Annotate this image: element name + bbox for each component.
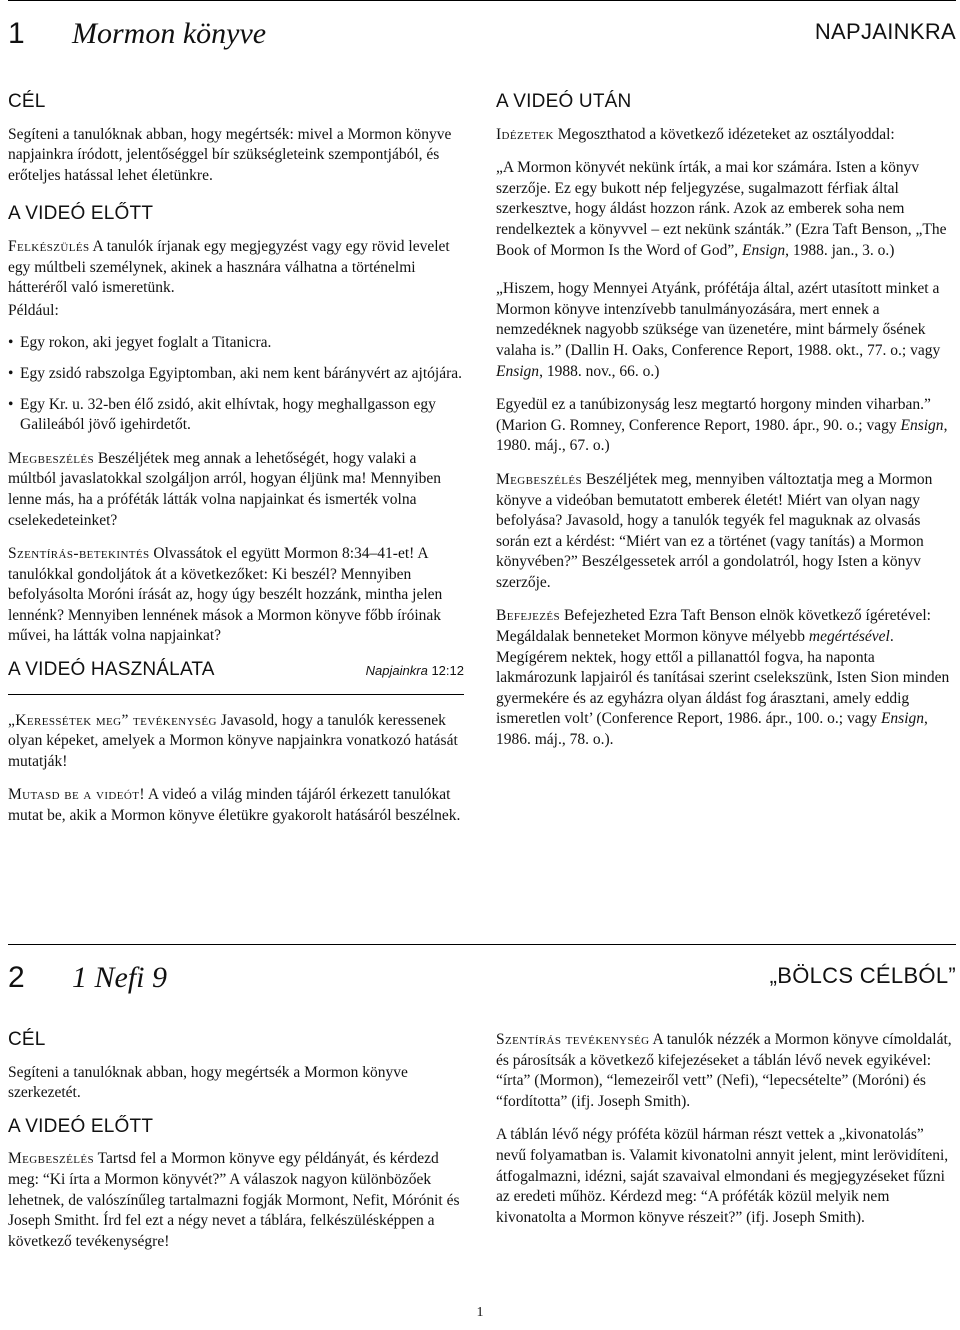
list-item: • Egy zsidó rabszolga Egyiptomban, aki nem kent bárányvért az ajtójára. [8,364,464,385]
example-label: Például: [8,301,59,319]
list-item: • Egy Kr. u. 32-ben élő zsidó, akit elhívtak, hogy meghallgasson egy Galileából jövő igehirdetőt. [8,395,464,436]
quote-1 [496,158,954,261]
quote-3-citation: , 1980. máj., 67. o.) [496,416,948,455]
video-reference [366,661,464,682]
search-activity-lead: „Keressétek meg” tevékenység [8,711,217,729]
video-duration: 12:12 [431,663,464,679]
cel-heading: CÉL [8,91,46,112]
section-2-header [8,944,956,995]
search-activity-paragraph [8,711,464,773]
conclusion-lead: Befejezés [496,607,561,625]
example-list [8,333,464,435]
section-2-right-column [496,1030,954,1241]
discussion-lead: Megbeszélés [8,1150,95,1168]
scripture-insight-paragraph [8,544,464,647]
quote-1-citation: , 1988. jan., 3. o.) [785,241,895,259]
scripture-activity-text: A tanulók nézzék a Mormon könyve címoldalát, és párosítsák a következő kifejezéseket a táblán lévő nevek egyikével: “írta” (Mormon), “lemezeiről vett” (Nefi), “lepecsételte” (Moróni) és “fordította” (ifj. Joseph Smith). [496,1031,952,1110]
before-video-heading: A VIDEÓ ELŐTT [8,1115,154,1137]
scripture-activity-paragraph [496,1030,954,1112]
section-theme: NAPJAINKRA [814,19,956,45]
section-1-right-column [496,92,954,764]
section-number: 2 [8,961,25,995]
section-number: 1 [8,17,25,51]
before-video-heading: A VIDEÓ ELŐTT [8,203,154,225]
discussion-text: Beszéljétek meg, mennyiben változtatja meg a Mormon könyve a videóban bemutatott emberek életét! Miért van olyan nagy befolyása? Javasold, hogy a tanulók tegyék fel maguknak az olvasás során ezt a kérdést: “Miért van ez a történet (vagy tanítás) a Mormon könyvében?” Beszélgessetek arról a gondolatról, hogy Isten a könyv szerzője. [496,470,933,591]
preparation-paragraph [8,237,464,299]
discussion-text: Tartsd fel a Mormon könyve egy példányát, és kérdezd meg: “Ki írta a Mormon könyvét?” A válaszok nagyon különbözőek lehetnek, de valószínűleg tartalmazni fogják Mormont, Nefit, Mórónit és Joseph Smitht. Írd fel ezt a négy nevet a táblára, felkészülésképpen a következő tevékenységre! [8,1150,460,1250]
discussion-paragraph [8,1149,464,1252]
abridgment-paragraph: A táblán lévő négy próféta közül hárman részt vettek a „kivonatolás” nevű folyamatban is. Valamit kivonatolni annyit jelent, mint lerövidíteni, átfogalmazni, idézni, saját szavaival elmondani és megjegyzéseket fűzni az eredeti műhöz. Kérdezd meg: “A próféták közül melyik nem kivonatolta a Mormon könyve részeit?” (ifj. Joseph Smith). [496,1126,949,1226]
preparation-text: A tanulók írjanak egy megjegyzést vagy egy rövid levelet egy múltbeli személynek, akinek a hasznára válhatna a történelmi hátteréről való ismeretünk. [8,237,450,297]
quotes-intro-paragraph [496,125,954,146]
quotes-intro-text: Megoszthatod a következő idézeteket az osztályoddal: [553,125,895,143]
discussion-paragraph [496,470,954,594]
quote-1-source: Ensign [742,241,786,259]
using-video-heading: A VIDEÓ HASZNÁLATA [8,659,215,681]
discussion-lead: Megbeszélés [496,470,583,488]
quote-2 [496,279,954,382]
search-activity-text: Javasold, hogy a tanulók keressenek olyan képeket, amelyek a Mormon könyve napjainkra vonatkozó hatását mutatják! [8,711,458,770]
conclusion-source: Ensign [880,710,925,728]
cel-text: Segíteni a tanulóknak abban, hogy megértsék: mivel a Mormon könyve napjainkra íródott, jelentőséggel bír szükségleteink szempontjából, és erőteljes hatással lehet életünkre. [8,125,452,184]
video-name: Napjainkra [365,663,428,679]
quote-3-text: Egyedül ez a tanúbizonyság lesz megtartó horgony minden viharban.” (Marion G. Romney, Conference Report, 1980. ápr., 90. o.; vagy [496,396,931,434]
quotes-lead: Idézetek [496,125,554,143]
quote-3-source: Ensign [900,416,944,434]
page-number: 1 [476,1305,484,1320]
conclusion-emphasis: megértésével [808,628,890,646]
conclusion-text: Befejezheted Ezra Taft Benson elnök következő ígéretével: Megáldalak benneteket Mormon könyve mélyebb [496,607,931,646]
section-1-left-column [8,92,464,840]
scripture-insight-lead: Szentírás-betekintés [8,545,150,563]
show-video-text: A videó a világ minden tájáról érkezett tanulókat mutat be, akik a Mormon könyve életükre gyakorolt hatásáról beszélnek. [8,786,461,825]
quote-2-text: „Hiszem, hogy Mennyei Atyánk, prófétája által, azért utasított minket a Mormon könyve intenzívebb tanulmányozására, mert ennek a nemzedéknek nagyobb szüksége van üzenetére, mint bármely ősének valaha is.” (Dallin H. Oaks, Conference Report, 1988. okt., 77. o.; vagy [496,280,941,359]
show-video-paragraph [8,785,464,826]
section-title: Mormon könyve [72,17,267,51]
section-theme: „BÖLCS CÉLBÓL” [769,963,956,989]
section-1-header [8,0,956,51]
preparation-lead: Felkészülés [8,237,90,255]
quote-3 [496,395,954,457]
conclusion-paragraph [496,606,954,750]
quote-2-source: Ensign [496,362,540,380]
show-video-lead: Mutasd be a videót! [8,786,145,804]
discussion-text: Beszéljétek meg annak a lehetőségét, hogy valaki a múltból javaslatokkal szolgáljon arról, hogyan éljünk ma! Mennyiben lenne más, ha a próféták látták volna napjainkat és ismerték volna cselekedeteinket? [8,449,442,529]
section-title: 1 Nefi 9 [72,961,167,995]
scripture-insight-text: Olvassátok el együtt Mormon 8:34–41-et! A tanulókkal gondoljátok át a következőket: Ki beszél? Mennyiben befolyásolta Moróni írását az, hogy úgy beszélt hozzánk, mintha jelen lennénk? Mennyiben lennének mások a Mormon könyve főbb íróinak művei, ha látták volna napjainkat? [8,545,443,645]
after-video-heading: A VIDEÓ UTÁN [496,91,632,112]
divider [8,694,464,695]
using-video-row [8,660,464,682]
conclusion-citation: , 1986. máj., 78. o.). [496,710,928,749]
quote-2-citation: , 1988. nov., 66. o.) [539,362,660,380]
conclusion-text-2: . Megígérem nektek, hogy ettől a pillanattól fogva, ha naponta lakmározunk lapjairól és tanításai szerint cselekszünk, Isten Sion minden gyermekére és az egyházra olyan áldást fog árasztani, amely eddig ismeretlen volt’ (Conference Report, 1986. ápr., 100. o.; vagy [496,628,950,728]
cel-text: Segíteni a tanulóknak abban, hogy megértsék a Mormon könyve szerkezetét. [8,1063,408,1102]
quote-1-text: „A Mormon könyvét nekünk írták, a mai kor számára. Isten a könyv szerzője. Ez egy bukott nép feljegyzése, sugalmazott férfiak által szerkesztve, hogy áldást hozzon ránk. Azok az emberek soha nem rendelkeztek a könyvvel – ezt nekünk szánták.” (Ezra Taft Benson, „The Book of Mormon Is the Word of God”, [496,159,947,259]
section-2-left-column [8,1030,464,1265]
scripture-activity-lead: Szentírás tevékenység [496,1031,650,1048]
list-item: • Egy rokon, aki jegyet foglalt a Titanicra. [8,333,464,354]
discussion-lead: Megbeszélés [8,449,95,467]
cel-heading: CÉL [8,1029,46,1050]
discussion-paragraph [8,449,464,531]
